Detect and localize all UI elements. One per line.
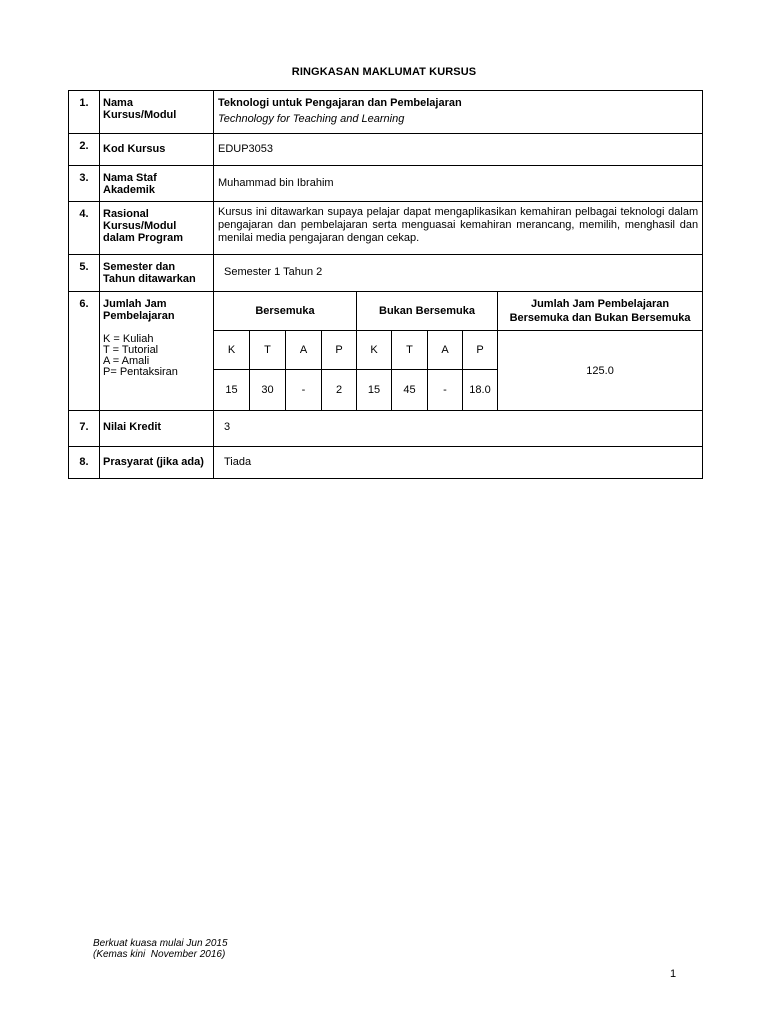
row-learning-hours xyxy=(69,291,703,330)
code-cell: K xyxy=(357,330,392,369)
hours-legend xyxy=(100,330,214,411)
code-cell: P xyxy=(463,330,498,369)
label-course-code: Kod Kursus xyxy=(100,134,214,165)
value-prerequisite: Tiada xyxy=(214,446,703,478)
total-hours-value: 125.0 xyxy=(498,330,703,411)
course-name-malay: Teknologi untuk Pengajaran dan Pembelajaran xyxy=(218,97,462,109)
row-rationale xyxy=(69,201,703,254)
legend-item: A = Amali xyxy=(103,355,150,368)
code-cell: T xyxy=(250,330,286,369)
page-number: 1 xyxy=(670,968,677,980)
code-cell: A xyxy=(286,330,322,369)
row-credit-value xyxy=(69,411,703,446)
hours-value-cell: - xyxy=(428,370,463,411)
course-name-english: Technology for Teaching and Learning xyxy=(218,113,405,125)
label-prerequisite: Prasyarat (jika ada) xyxy=(100,446,214,478)
label-rationale: Rasional Kursus/Modul dalam Program xyxy=(100,201,214,254)
page-title: RINGKASAN MAKLUMAT KURSUS xyxy=(291,66,477,78)
row-semester xyxy=(69,255,703,291)
hours-value-cell: - xyxy=(286,370,322,411)
course-summary-table xyxy=(68,90,703,479)
legend-item: T = Tutorial xyxy=(103,344,159,357)
hours-value-cell: 18.0 xyxy=(463,370,498,411)
row-number: 7. xyxy=(69,411,100,446)
value-academic-staff: Muhammad bin Ibrahim xyxy=(214,165,703,201)
hours-value-cell: 15 xyxy=(357,370,392,411)
label-credit-value: Nilai Kredit xyxy=(100,411,214,446)
code-cell: A xyxy=(428,330,463,369)
hours-value-cell: 30 xyxy=(250,370,286,411)
footer-note xyxy=(93,938,228,960)
label-course-name: Nama Kursus/Modul xyxy=(100,91,214,134)
value-credit: 3 xyxy=(214,411,703,446)
code-cell: P xyxy=(322,330,357,369)
row-number: 1. xyxy=(69,91,100,134)
row-course-name xyxy=(69,91,703,134)
code-cell: T xyxy=(392,330,428,369)
value-course-code: EDUP3053 xyxy=(214,134,703,165)
value-semester: Semester 1 Tahun 2 xyxy=(214,255,703,291)
row-course-code xyxy=(69,134,703,165)
legend-item: P= Pentaksiran xyxy=(103,366,178,379)
value-course-name xyxy=(214,91,703,134)
footer-effective-date: Berkuat kuasa mulai Jun 2015 xyxy=(93,938,228,949)
footer-updated-date: (Kemas kini November 2016) xyxy=(93,949,226,960)
legend-item: K = Kuliah xyxy=(103,333,154,346)
hours-value-cell: 45 xyxy=(392,370,428,411)
row-number: 3. xyxy=(69,165,100,201)
row-number: 5. xyxy=(69,255,100,291)
row-academic-staff xyxy=(69,165,703,201)
row-number: 6. xyxy=(69,291,100,411)
row-number: 4. xyxy=(69,201,100,254)
header-bukan-bersemuka: Bukan Bersemuka xyxy=(357,291,498,330)
header-total-hours: Jumlah Jam Pembelajaran Bersemuka dan Bukan Bersemuka xyxy=(498,291,703,330)
row-number: 8. xyxy=(69,446,100,478)
label-learning-hours: Jumlah Jam Pembelajaran xyxy=(100,291,214,330)
code-cell: K xyxy=(214,330,250,369)
row-number: 2. xyxy=(69,134,100,165)
label-academic-staff: Nama Staf Akademik xyxy=(100,165,214,201)
hours-value-cell: 2 xyxy=(322,370,357,411)
header-bersemuka: Bersemuka xyxy=(214,291,357,330)
row-hours-codes xyxy=(69,330,703,369)
label-semester: Semester dan Tahun ditawarkan xyxy=(100,255,214,291)
value-rationale: Kursus ini ditawarkan supaya pelajar dapat mengaplikasikan kemahiran pelbagai teknologi dalam pengajaran dan pembelajaran serta menguasai kemahiran merancang, memilih, menghasil dan menilai media pengajaran dengan cekap. xyxy=(214,201,703,254)
hours-value-cell: 15 xyxy=(214,370,250,411)
row-prerequisite xyxy=(69,446,703,478)
